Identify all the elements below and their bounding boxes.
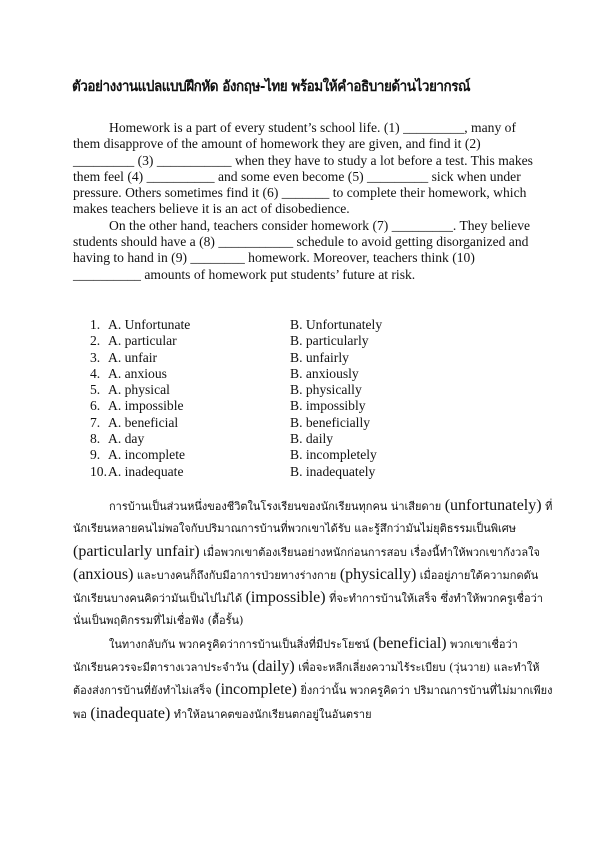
- option-b: B. particularly: [290, 333, 369, 349]
- option-number: 6.: [90, 398, 101, 414]
- answer-word: (impossible): [245, 589, 326, 607]
- option-b: B. inadequately: [290, 463, 376, 479]
- thai-text: ที่จะทำการบ้านให้เสร็จ ซึ่งทำให้พวกครูเชื่อว่านั่นเป็นพฤติกรรมที่ไม่เชื่อฟัง (ดื้อรั้น): [73, 592, 543, 628]
- answer-word: (inadequate): [90, 704, 171, 722]
- option-number: 2.: [90, 333, 101, 349]
- thai-text: ทำให้อนาคตของนักเรียนตกอยู่ในอันตราย: [170, 707, 372, 721]
- thai-text: ยิ่งกว่านั้น พวกครูคิดว่า ปริมาณการบ้านที่ไม่มากเพียงพอ: [73, 684, 553, 721]
- thai-paragraph-1: [73, 495, 553, 633]
- thai-text: เมื่อพวกเขาต้องเรียนอย่างหนักก่อนการสอบ เรื่องนี้ทำให้พวกเขากังวลใจ: [199, 545, 540, 559]
- option-b: B. daily: [290, 431, 334, 447]
- option-a: A. particular: [108, 333, 177, 349]
- option-b: B. Unfortunately: [290, 317, 383, 332]
- answer-word: (particularly unfair): [73, 542, 200, 560]
- option-a: A. impossible: [108, 398, 184, 414]
- option-a: A. unfair: [108, 349, 158, 365]
- thai-text: พวกเขาเชื่อว่านักเรียนควรจะมีตารางเวลาประจำวัน: [73, 637, 518, 675]
- option-a: A. physical: [108, 382, 170, 398]
- option-number: 7.: [90, 414, 101, 430]
- option-number: 5.: [90, 382, 101, 398]
- option-a: A. incomplete: [108, 447, 186, 463]
- answer-word: (incomplete): [215, 681, 297, 699]
- passage-paragraph-2: On the other hand, teachers consider homework (7) _________. They believe students should have a (8) ___________ schedule to avoid getting disorganized and having to hand in (9) ________ homework. Moreover, teachers think (10) __________ amounts of homework put students’ future at risk.: [73, 217, 531, 282]
- passage-paragraph-1: Homework is a part of every student’s school life. (1) _________, many of them disapprove of the amount of homework they are given, and find it (2) _________ (3) ___________ when they have to study a lot before a test. This makes them feel (4) __________ and some even become (5) _________ sick when under pressure. Others sometimes find it (6) _______ to complete their homework, which makes teachers believe it is an act of disobedience.: [73, 120, 533, 217]
- option-number: 4.: [90, 365, 101, 381]
- option-a: A. day: [108, 431, 145, 447]
- thai-text: เมื่ออยู่ภายใต้ความกดดัน นักเรียนบางคนคิดว่ามันเป็นไปไม่ได้: [73, 568, 539, 606]
- answer-word: (daily): [252, 658, 295, 676]
- option-b: B. incompletely: [290, 447, 377, 463]
- answer-word: (beneficial): [372, 634, 447, 652]
- thai-explanation: [73, 495, 553, 726]
- option-b: B. beneficially: [290, 414, 371, 430]
- answer-word: (anxious): [73, 565, 134, 583]
- option-a: A. inadequate: [108, 463, 184, 479]
- option-a: A. anxious: [108, 365, 167, 381]
- option-a: A. Unfortunate: [108, 317, 191, 332]
- thai-text: ในทางกลับกัน พวกครูคิดว่าการบ้านเป็นสิ่งที่มีประโยชน์: [109, 637, 373, 651]
- option-b: B. anxiously: [290, 365, 359, 381]
- thai-text: เพื่อจะหลีกเลี่ยงความไร้ระเบียบ (วุ่นวาย) และทำให้ต้องส่งการบ้านที่ยังทำไม่เสร็จ: [73, 661, 540, 698]
- thai-text: การบ้านเป็นส่วนหนึ่งของชีวิตในโรงเรียนของนักเรียนทุกคน น่าเสียดาย: [109, 500, 445, 513]
- option-number: 1.: [90, 317, 101, 332]
- thai-paragraph-2: [73, 633, 553, 726]
- option-number: 8.: [90, 431, 101, 447]
- thai-text: และบางคนก็ถึงกับมีอาการป่วยทางร่างกาย: [133, 568, 340, 582]
- thai-text: ที่นักเรียนหลายคนไม่พอใจกับปริมาณการบ้านที่พวกเขาได้รับ และรู้สึกว่ามันไม่ยุติธรรมเป็นพิเศษ: [73, 500, 553, 536]
- document-title: ตัวอย่างงานแปลแบบฝึกหัด อังกฤษ-ไทย พร้อมให้คำอธิบายด้านไวยากรณ์: [72, 78, 471, 95]
- answer-word: (unfortunately): [444, 497, 542, 514]
- option-number: 10.: [90, 463, 107, 479]
- exercise-passage: [73, 120, 543, 283]
- option-b: B. impossibly: [290, 398, 366, 414]
- option-b: B. physically: [290, 382, 362, 398]
- option-a: A. beneficial: [108, 414, 179, 430]
- answer-word: (physically): [339, 565, 417, 583]
- option-number: 9.: [90, 447, 101, 463]
- option-number: 3.: [90, 349, 101, 365]
- option-b: B. unfairly: [290, 349, 349, 365]
